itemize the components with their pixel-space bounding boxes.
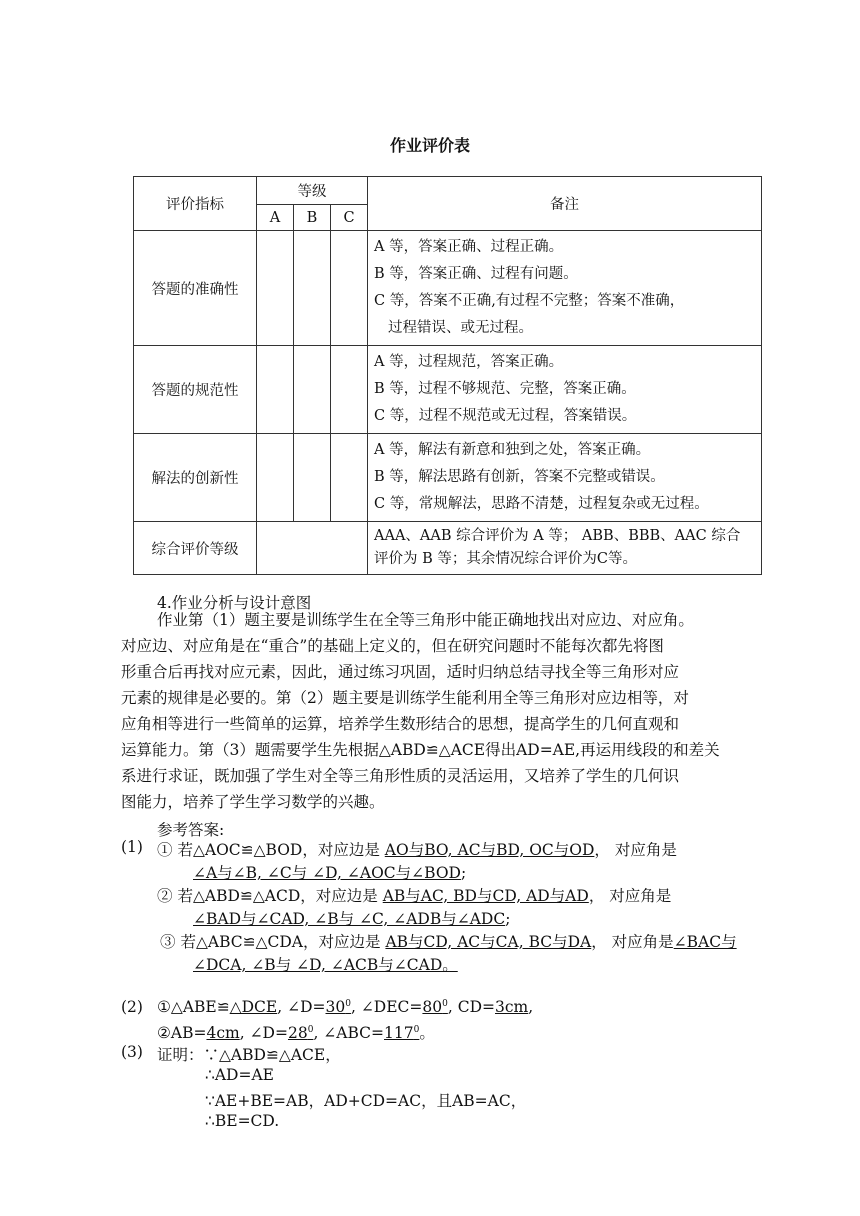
- answer-text: , ∠DEC=: [350, 998, 423, 1016]
- analysis-line: 应角相等进行一些简单的运算，培养学生数形结合的思想，提高学生的几何直观和: [121, 715, 680, 733]
- q2-line-2: [157, 1021, 435, 1043]
- answer-value: [288, 1024, 313, 1042]
- q1-item-1-angles: [193, 861, 466, 883]
- item-text: ， 对应角是: [594, 841, 677, 859]
- corresponding-sides: AB与CD, AC与CA, BC与DA: [385, 933, 592, 951]
- grade-cell: [331, 346, 368, 434]
- proof-line: 证明：∵△ABD≌△ACE，: [157, 1046, 341, 1064]
- q3-label: (3): [121, 1043, 143, 1061]
- remark-cell: [368, 231, 762, 346]
- answer-number: 30: [325, 998, 346, 1016]
- proof-line: ∴AD=AE: [205, 1066, 274, 1084]
- answer-text: ②AB=: [157, 1024, 207, 1042]
- answers-heading: 参考答案:: [157, 821, 225, 839]
- header-indicator: 评价指标: [134, 177, 257, 231]
- header-grade-b: B: [294, 205, 331, 231]
- remark-line: 过程错误、或无过程。: [388, 320, 533, 336]
- remark-line: C 等，常规解法，思路不清楚，过程复杂或无过程。: [374, 496, 709, 512]
- answer-text: , CD=: [447, 998, 496, 1016]
- remark-line: AAA、AAB 综合评价为 A 等； ABB、BBB、AAC 综合: [374, 528, 741, 544]
- corresponding-sides: AB与AC, BD与CD, AD与AD: [382, 887, 589, 905]
- degree-mark: 0: [345, 998, 351, 1009]
- analysis-line: 图能力，培养了学生学习数学的兴趣。: [121, 793, 385, 811]
- corresponding-sides: AO与BO, AC与BD, OC与OD: [384, 841, 595, 859]
- item-text: ， 对应角是: [588, 887, 672, 905]
- analysis-line: 对应边、对应角是在“重合”的基础上定义的，但在研究问题时不能每次都先将图: [121, 637, 664, 655]
- header-grade: 等级: [257, 177, 368, 205]
- corresponding-angles: ∠A与∠B, ∠C与 ∠D, ∠AOC与∠BOD: [193, 864, 461, 882]
- answer-value: △DCE: [229, 998, 278, 1016]
- grade-cell: [257, 522, 368, 575]
- table-row: [134, 231, 762, 346]
- indicator-cell: 答题的准确性: [134, 231, 257, 346]
- indicator-cell: 答题的规范性: [134, 346, 257, 434]
- item-text: ， 对应角是: [591, 933, 674, 951]
- item-text: ;: [460, 864, 467, 882]
- remark-line: A 等，过程规范，答案正确。: [374, 354, 564, 370]
- header-grade-c: C: [331, 205, 368, 231]
- remark-cell: [368, 434, 762, 522]
- answer-text: , ∠ABC=: [313, 1024, 385, 1042]
- grade-cell: [257, 434, 294, 522]
- grade-cell: [257, 231, 294, 346]
- analysis-heading: 4.作业分析与设计意图: [157, 594, 312, 612]
- remark-cell: [368, 522, 762, 575]
- q2-line-1: [157, 998, 533, 1016]
- degree-mark: 0: [413, 1024, 420, 1035]
- remark-line: B 等，过程不够规范、完整，答案正确。: [374, 381, 636, 397]
- answer-value: [384, 1024, 419, 1042]
- degree-mark: 0: [442, 998, 448, 1009]
- indicator-cell: 综合评价等级: [134, 522, 257, 575]
- header-remark: 备注: [368, 177, 762, 231]
- item-text: 若△ABC≌△CDA，对应边是: [180, 933, 381, 951]
- proof-line: ∵AE+BE=AB，AD+CD=AC，且AB=AC，: [205, 1092, 527, 1110]
- q1-item-2-angles: [193, 907, 510, 929]
- page-title: 作业评价表: [389, 136, 470, 155]
- answer-value: 3cm: [495, 998, 529, 1016]
- degree-mark: 0: [307, 1024, 314, 1035]
- remark-line: A 等，解法有新意和独到之处，答案正确。: [374, 442, 651, 458]
- q1-item-3-angles: [193, 953, 458, 975]
- item-text: 若△AOC≌△BOD，对应边是: [177, 841, 380, 859]
- q1-item-3: [160, 930, 737, 952]
- answer-number: 28: [287, 1024, 308, 1042]
- remark-cell: [368, 346, 762, 434]
- item-number: ②: [157, 887, 173, 905]
- analysis-line: 作业第（1）题主要是训练学生在全等三角形中能正确地找出对应边、对应角。: [157, 611, 694, 629]
- indicator-cell: 解法的创新性: [134, 434, 257, 522]
- remark-line: C 等，过程不规范或无过程，答案错误。: [374, 408, 637, 424]
- answer-text: ,: [528, 998, 534, 1016]
- corresponding-angles: ∠BAC与: [673, 933, 737, 951]
- remark-line: C 等，答案不正确,有过程不完整；答案不准确，: [374, 293, 685, 309]
- proof-line: ∴BE=CD.: [205, 1112, 280, 1130]
- item-number: ①: [157, 841, 173, 859]
- analysis-line: 系进行求证，既加强了学生对全等三角形性质的灵活运用，又培养了学生的几何识: [121, 767, 680, 785]
- q1-item-2: [157, 884, 671, 906]
- item-text: 若△ABD≌△ACD，对应边是: [177, 887, 378, 905]
- grade-cell: [294, 346, 331, 434]
- table-row: [134, 346, 762, 434]
- answer-value: [422, 998, 447, 1016]
- corresponding-angles: ∠DCA, ∠B与 ∠D, ∠ACB与∠CAD。: [193, 956, 458, 974]
- remark-line: A 等，答案正确、过程正确。: [374, 239, 564, 255]
- item-number: ③: [160, 933, 176, 951]
- grade-cell: [294, 434, 331, 522]
- analysis-line: 形重合后再找对应元素，因此，通过练习巩固，适时归纳总结寻找全等三角形对应: [121, 663, 680, 681]
- answer-number: 80: [422, 998, 443, 1016]
- answer-value: 4cm: [206, 1024, 240, 1042]
- answer-text: , ∠D=: [277, 998, 326, 1016]
- answer-text: ①△ABE≌: [157, 998, 230, 1016]
- answer-number: 117: [384, 1024, 414, 1042]
- table-header-row: [134, 177, 762, 205]
- answer-text: 。: [419, 1024, 435, 1042]
- table-row: [134, 434, 762, 522]
- analysis-line: 元素的规律是必要的。第（2）题主要是训练学生能利用全等三角形对应边相等，对: [121, 689, 689, 707]
- grade-cell: [331, 434, 368, 522]
- answer-value: [326, 998, 351, 1016]
- remark-line: 评价为 B 等；其余情况综合评价为C等。: [374, 551, 637, 567]
- analysis-line: 运算能力。第（3）题需要学生先根据△ABD≌△ACE得出AD=AE,再运用线段的和差关: [121, 741, 720, 759]
- grade-cell: [331, 231, 368, 346]
- grade-cell: [294, 231, 331, 346]
- evaluation-table: [133, 176, 762, 575]
- grade-cell: [257, 346, 294, 434]
- table-row: [134, 522, 762, 575]
- q1-label: (1): [121, 838, 143, 856]
- corresponding-angles: ∠BAD与∠CAD, ∠B与 ∠C, ∠ADB与∠ADC: [193, 910, 506, 928]
- q2-label: (2): [121, 998, 143, 1016]
- answer-text: , ∠D=: [239, 1024, 288, 1042]
- item-text: ;: [505, 910, 511, 928]
- remark-line: B 等，解法思路有创新，答案不完整或错误。: [374, 469, 665, 485]
- q1-item-1: [157, 838, 677, 860]
- header-grade-a: A: [257, 205, 294, 231]
- remark-line: B 等，答案正确、过程有问题。: [374, 266, 578, 282]
